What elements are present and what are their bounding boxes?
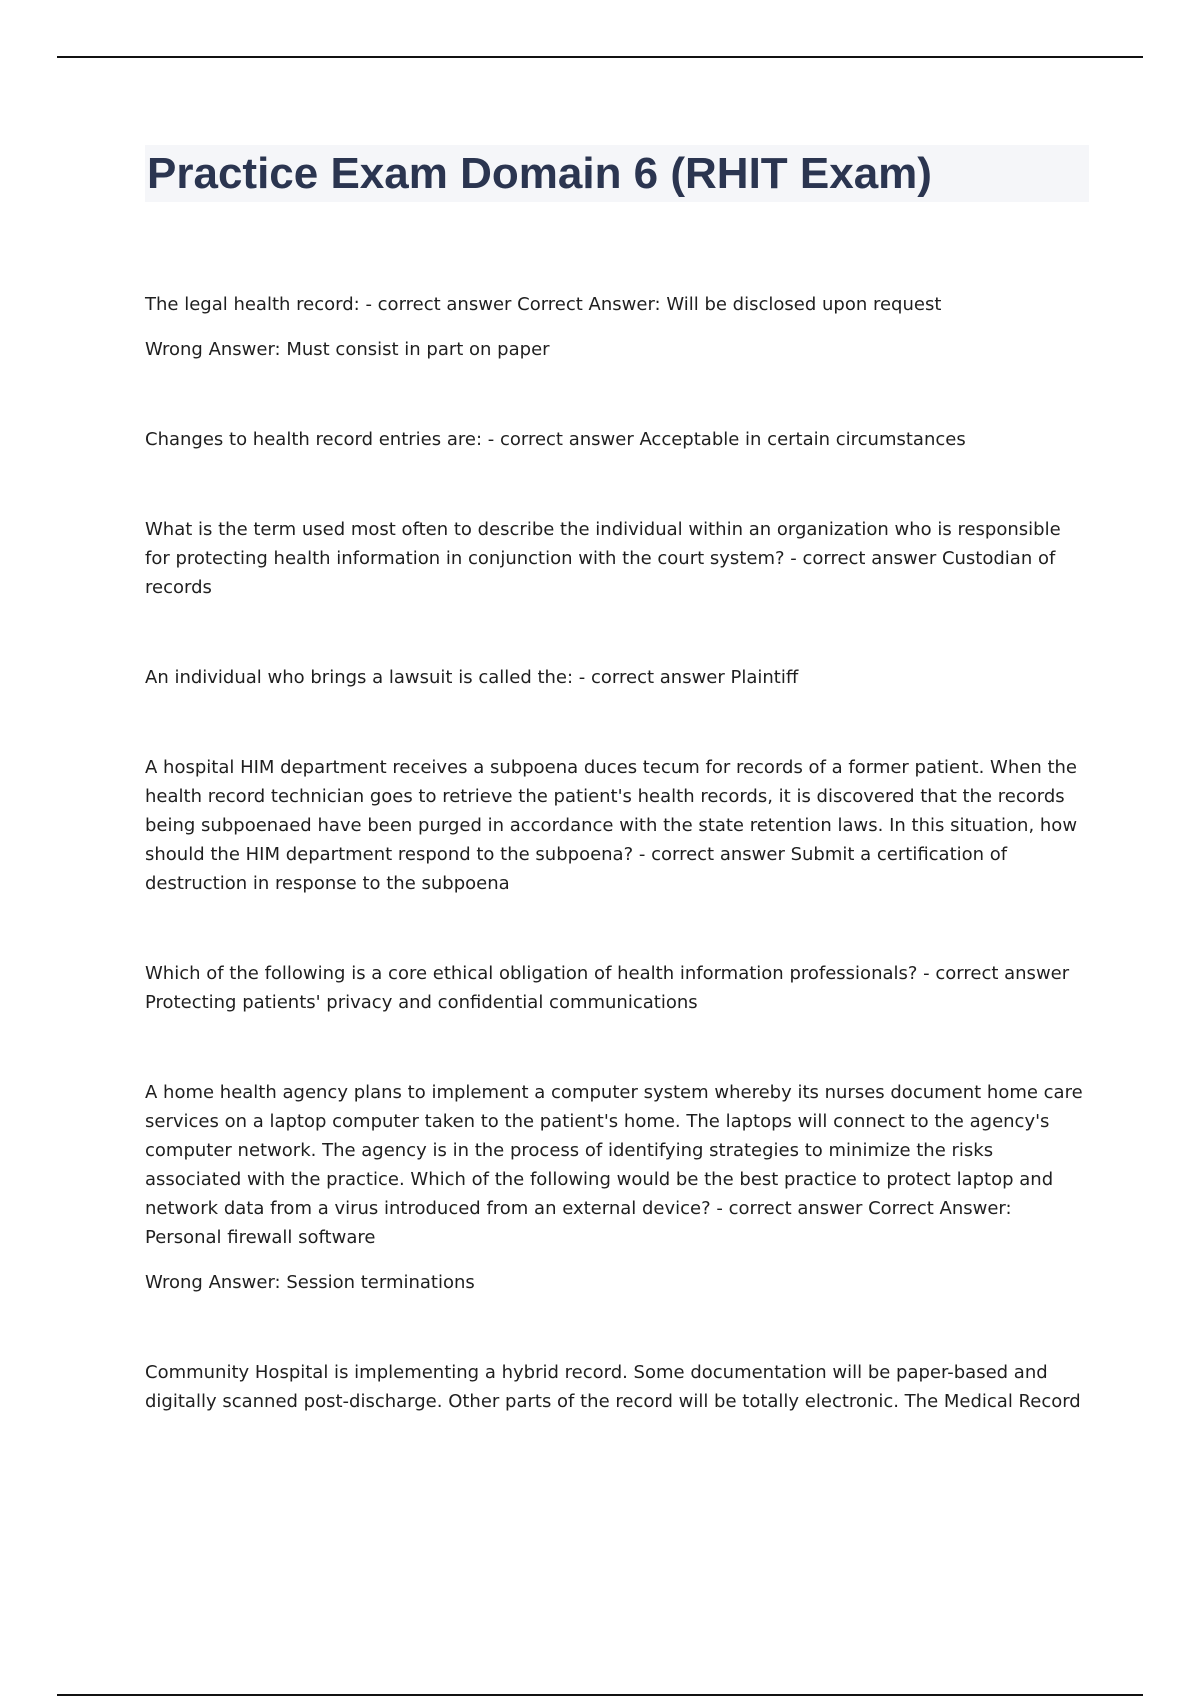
qa-item-2 (145, 425, 1090, 454)
question-text: An individual who brings a lawsuit is called the: - correct answer Plaintiff (145, 667, 799, 688)
question-text: Changes to health record entries are: - correct answer Acceptable in certain circumstances (145, 429, 966, 450)
question-text: Community Hospital is implementing a hybrid record. Some documentation will be paper-based and digitally scanned post-discharge. Other parts of the record will be totally electronic. The Medical Record (145, 1362, 1081, 1412)
qa-item-3 (145, 515, 1090, 602)
wrong-answer-text: Wrong Answer: Session terminations (145, 1272, 475, 1293)
qa-item-7 (145, 1078, 1090, 1297)
qa-item-8 (145, 1358, 1090, 1416)
qa-item-1 (145, 290, 1090, 364)
question-text: The legal health record: - correct answer Correct Answer: Will be disclosed upon request (145, 294, 942, 315)
qa-content (145, 290, 1090, 1477)
page-title: Practice Exam Domain 6 (RHIT Exam) (147, 149, 932, 198)
qa-item-5 (145, 753, 1090, 898)
wrong-answer-text: Wrong Answer: Must consist in part on paper (145, 339, 550, 360)
question-text: What is the term used most often to describe the individual within an organization who is responsible for protecting health information in conjunction with the court system? - correct answer Custodian of records (145, 519, 1061, 598)
title-banner (145, 145, 1089, 202)
question-text: Which of the following is a core ethical obligation of health information professionals? - correct answer Protecting patients' privacy and confidential communications (145, 963, 1070, 1013)
question-text: A hospital HIM department receives a subpoena duces tecum for records of a former patient. When the health record technician goes to retrieve the patient's health records, it is discovered that the records being subpoenaed have been purged in accordance with the state retention laws. In this situation, how should the HIM department respond to the subpoena? - correct answer Submit a certification of destruction in response to the subpoena (145, 757, 1078, 894)
qa-item-6 (145, 959, 1090, 1017)
qa-item-4 (145, 663, 1090, 692)
top-rule (57, 56, 1143, 58)
question-text: A home health agency plans to implement a computer system whereby its nurses document home care services on a laptop computer taken to the patient's home. The laptops will connect to the agency's computer network. The agency is in the process of identifying strategies to minimize the risks associated with the practice. Which of the following would be the best practice to protect laptop and network data from a virus introduced from an external device? - correct answer Correct Answer: Personal firewall software (145, 1082, 1083, 1248)
bottom-rule (57, 1694, 1143, 1696)
